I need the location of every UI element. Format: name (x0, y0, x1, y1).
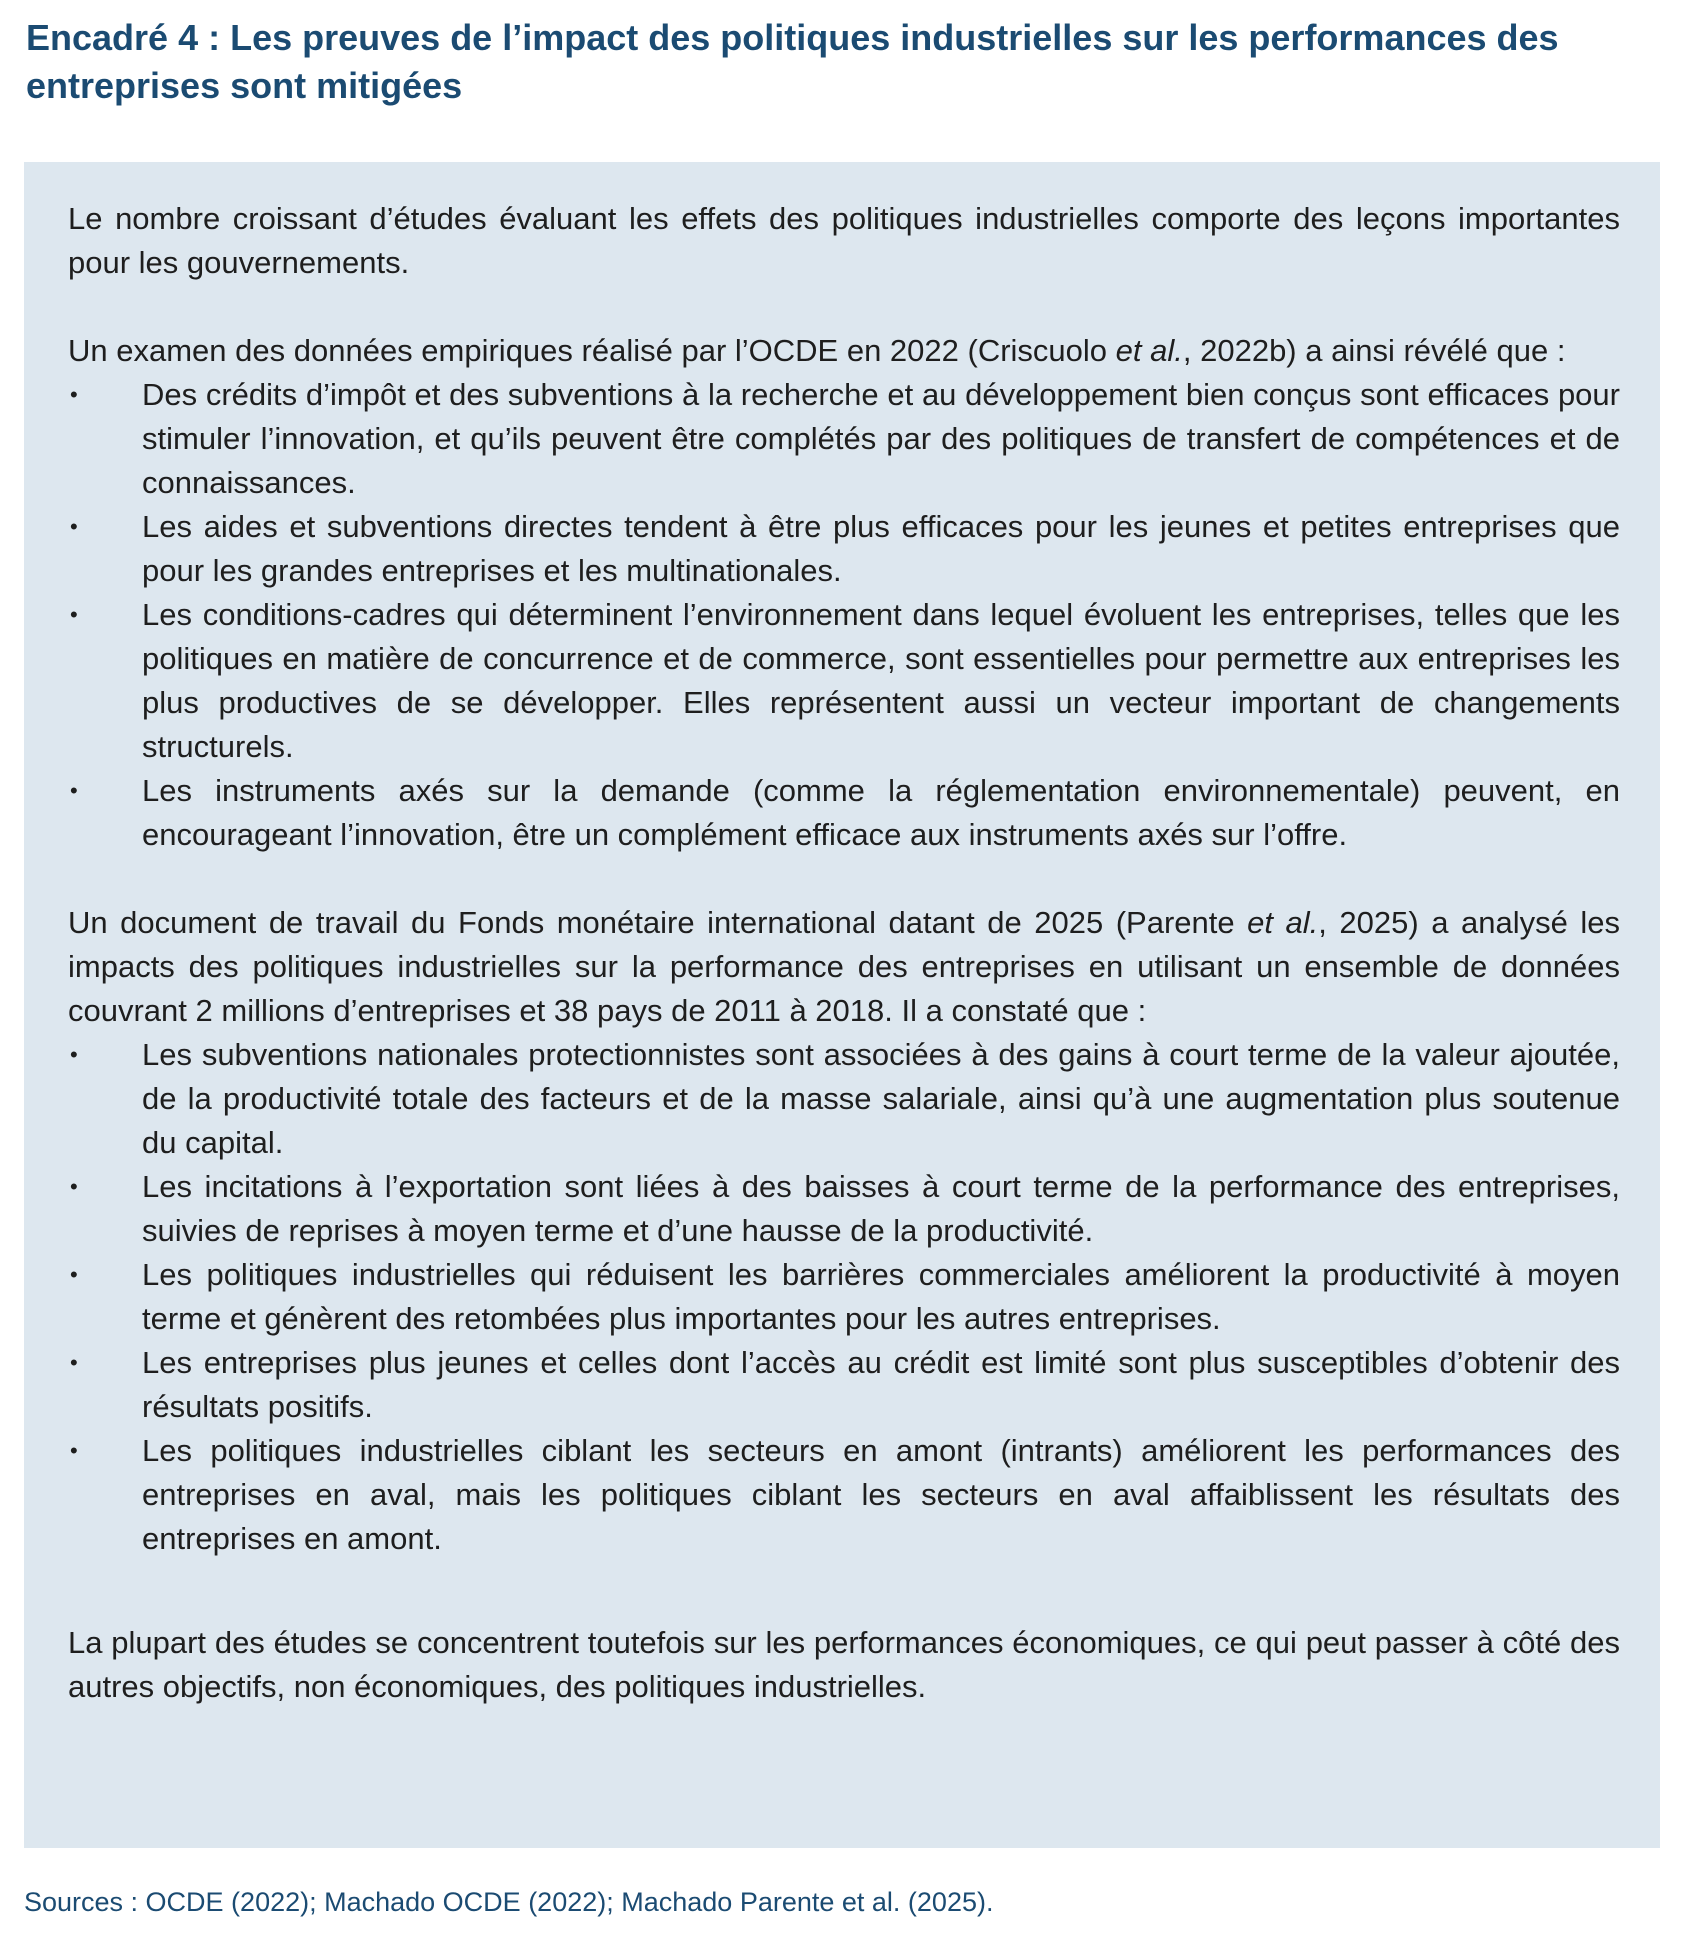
list-item-text: Les subventions nationales protectionnistes sont associées à des gains à court terme de la valeur ajoutée, de la productivité totale des facteurs et de la masse salariale, ainsi qu’à une augmentation plus soutenue du capital. (142, 1037, 1620, 1160)
list-item-text: Les entreprises plus jeunes et celles dont l’accès au crédit est limité sont plus susceptibles d’obtenir des résultats positifs. (142, 1345, 1620, 1424)
list-item (68, 1341, 1620, 1429)
text-box (24, 162, 1660, 1848)
bullet-icon: • (70, 514, 78, 539)
imf-lead-text-end: , 2025) a analysé les impacts des politiques industrielles sur la performance des entreprises en utilisant un ensemble de données couvrant 2 millions d’entreprises et 38 pays de 2011 à 2018. Il a constaté que : (68, 905, 1620, 1028)
imf-paper-lead (68, 901, 1620, 1033)
list-item (68, 505, 1620, 593)
imf-findings-list (68, 1033, 1620, 1561)
bullet-icon: • (70, 1174, 78, 1199)
conclusion-paragraph: La plupart des études se concentrent toutefois sur les performances économiques, ce qui peut passer à côté des autres objectifs, non économiques, des politiques industrielles. (68, 1625, 1620, 1704)
list-item (68, 769, 1620, 857)
oecd-lead-italic: et al. (1115, 333, 1183, 368)
list-item (68, 373, 1620, 505)
oecd-lead-text: Un examen des données empiriques réalisé par l’OCDE en 2022 (Criscuolo (68, 333, 1116, 368)
intro-paragraph: Le nombre croissant d’études évaluant les effets des politiques industrielles comporte des leçons importantes pour les gouvernements. (68, 201, 1620, 280)
oecd-findings-list (68, 373, 1620, 857)
list-item-text: Les instruments axés sur la demande (comme la réglementation environnementale) peuvent, en encourageant l’innovation, être un complément efficace aux instruments axés sur l’offre. (142, 773, 1620, 852)
list-item (68, 1165, 1620, 1253)
list-item (68, 1429, 1620, 1561)
list-item-text: Des crédits d’impôt et des subventions à la recherche et au développement bien conçus sont efficaces pour stimuler l’innovation, et qu’ils peuvent être complétés par des politiques de transfert de compétences et de connaissances. (142, 377, 1620, 500)
bullet-icon: • (70, 1042, 78, 1067)
bullet-icon: • (70, 382, 78, 407)
list-item-text: Les politiques industrielles qui réduisent les barrières commerciales améliorent la productivité à moyen terme et génèrent des retombées plus importantes pour les autres entreprises. (142, 1257, 1620, 1336)
box-title: Encadré 4 : Les preuves de l’impact des politiques industrielles sur les performances des entreprises sont mitigées (26, 17, 1559, 106)
list-item (68, 593, 1620, 769)
bullet-icon: • (70, 1438, 78, 1463)
sources-note: Sources : OCDE (2022); Machado OCDE (2022); Machado Parente et al. (2025). (24, 1887, 994, 1917)
list-item-text: Les politiques industrielles ciblant les secteurs en amont (intrants) améliorent les performances des entreprises en aval, mais les politiques ciblant les secteurs en aval affaiblissent les résultats des entreprises en amont. (142, 1433, 1620, 1556)
list-item (68, 1253, 1620, 1341)
imf-lead-italic: et al. (1247, 905, 1319, 940)
list-item-text: Les incitations à l’exportation sont liées à des baisses à court terme de la performance des entreprises, suivies de reprises à moyen terme et d’une hausse de la productivité. (142, 1169, 1620, 1248)
bullet-icon: • (70, 1262, 78, 1287)
bullet-icon: • (70, 1350, 78, 1375)
imf-lead-text: Un document de travail du Fonds monétaire international datant de 2025 (Parente (68, 905, 1248, 940)
list-item-text: Les aides et subventions directes tendent à être plus efficaces pour les jeunes et petites entreprises que pour les grandes entreprises et les multinationales. (142, 509, 1620, 588)
list-item (68, 1033, 1620, 1165)
list-item-text: Les conditions-cadres qui déterminent l’environnement dans lequel évoluent les entreprises, telles que les politiques en matière de concurrence et de commerce, sont essentielles pour permettre aux entreprises les plus productives de se développer. Elles représentent aussi un vecteur important de changements structurels. (142, 597, 1620, 764)
bullet-icon: • (70, 778, 78, 803)
oecd-review-lead (68, 329, 1620, 373)
oecd-lead-text-end: , 2022b) a ainsi révélé que : (1182, 333, 1566, 368)
bullet-icon: • (70, 602, 78, 627)
